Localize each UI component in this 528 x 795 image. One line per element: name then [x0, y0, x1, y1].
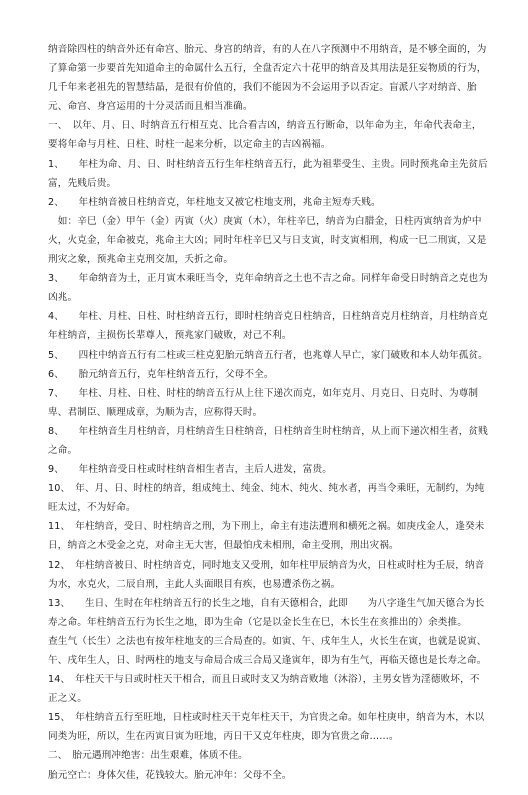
paragraph-item-15: 15、 年柱纳音五行至旺地，日柱或时柱天干克年柱天干，为官贵之命。如年柱庚申，纳音为木，木以同类为旺，所以，生在丙寅日寅为旺地，丙日干又克年柱庚，即为官贵之命……。 [48, 712, 485, 743]
paragraph-section-two: 二、 胎元遇刑冲绝害：出生艰难，体质不佳。 [48, 750, 248, 762]
document-body [48, 40, 488, 785]
paragraph-item-4: 4、 年柱、月柱、日柱、时柱纳音五行，即时柱纳音克日柱纳音，日柱纳音克月柱纳音，月柱纳音克年柱纳音，主损伤长辈尊人，预兆家门破败，对己不利。 [48, 311, 488, 342]
paragraph-item-8: 8、 年柱纳音生月柱纳音，月柱纳音生日柱纳音，日柱纳音生时柱纳音，从上而下递次相生者，贫贱之命。 [48, 425, 488, 456]
paragraph-item-13-note: 查生气（长生）之法也有按年柱地支的三合局查的。如寅、午、戌年生人，火长生在寅，也就是说寅、午、戌年生人，日、时两柱的地支与命局合成三合局又逢寅年，即为有生气，再临天德也是长寿之命。 [48, 635, 487, 666]
paragraph-item-9: 9、 年柱纳音受日柱或时柱纳音相生者吉，主后人进发，富贵。 [48, 464, 333, 476]
paragraph-item-1: 1、 年柱为命、月、日、时柱纳音五行生年柱纳音五行，此为祖辈受生、主贵。同时预兆命主先贫后富，先贱后贵。 [48, 158, 488, 189]
paragraph-item-5: 5、 四柱中纳音五行有二柱或三柱克犯胎元纳音五行者，也兆尊人早亡，家门破败和本人幼年孤贫。 [48, 349, 488, 361]
paragraph-item-10: 10、 年、月、日、时柱的纳音，组成纯土、纯金、纯木、纯火、纯水者，再当令乘旺，无制约，为纯旺太过，不为好命。 [48, 483, 485, 514]
paragraph-section-one: 一、 以年、月、日、时纳音五行相互克、比合看吉凶，纳音五行断命，以年命为主，年命代表命主，要将年命与月柱、日柱、时柱一起来分析，以定命主的吉凶祸福。 [48, 120, 482, 151]
paragraph-item-6: 6、 胎元纳音五行，克年柱纳音五行，父母不全。 [48, 368, 274, 380]
paragraph-example: 如：辛巳（金）甲午（金）丙寅（火）庚寅（木），年柱辛巳，纳音为白腊金，日柱丙寅纳音为炉中火，火克金，年命被克，兆命主大凶；同时年柱辛巳又与日支寅，时支寅相刑，构成一巳二刑寅，又是刑灾之象，预兆命主克刑交加，夭折之命。 [48, 215, 487, 266]
paragraph-item-11: 11、 年柱纳音，受日、时柱纳音之刑，为下刑上，命主有违法遭刑和横死之祸。如庚戌金人，逢癸未日，纳音之木受金之克，对命主无大害，但最怕戌未相刑，命主受刑，刑出灾祸。 [48, 521, 485, 552]
paragraph-item-13: 13、 生日、生时在年柱纳音五行的长生之地，自有天德相合，此即 为八字逢生气加天德合为长寿之命。年柱纳音五行为长生之地，即为生命（它是以金长生在巳，木长生在亥推出的）余类推。 [48, 597, 485, 628]
paragraph-item-3: 3、 年命纳音为土，正月寅木乘旺当令，克年命纳音之土也不吉之命。同样年命受日时纳音之克也为凶兆。 [48, 273, 488, 304]
paragraph-item-7: 7、 年柱、月柱、日柱、时柱的纳音五行从上往下递次而克，如年克月、月克日、日克时、为尊制卑、君制臣、顺理成章，为顺为吉，应称得天时。 [48, 387, 479, 418]
paragraph-item-2: 2、 年柱纳音被日柱纳音克，年柱地支又被它柱地支刑，兆命主短寿夭贱。 [48, 196, 381, 208]
paragraph-intro: 纳音除四柱的纳音外还有命宫、胎元、身宫的纳音，有的人在八字预测中不用纳音，是不够全面的，为了算命第一步要首先知道命主的命属什么五行，全盘否定六十花甲的纳音及其用法是狂妄物质的行为，几千年来老祖先的智慧结晶，是很有价值的，我们不能因为不会运用予以否定。盲派八字对纳音、胎元、命宫、身宫运用的十分灵活而且相当准确。 [48, 44, 487, 113]
paragraph-item-14: 14、 年柱天干与日或时柱天干相合，而且日或时支又为纳音败地（沐浴），主男女皆为淫德败坏，不正之义。 [48, 674, 480, 705]
paragraph-last: 胎元空亡：身体欠佳，花钱较大。胎元冲年：父母不全。 [48, 769, 292, 781]
paragraph-item-12: 12、 年柱纳音被日、时柱纳音克，同时地支又受刑，如年柱甲辰纳音为火，日柱或时柱为壬辰，纳音为水，水克火，二辰自刑，主此人头面眼目有疾，也易遭杀伤之祸。 [48, 559, 485, 590]
